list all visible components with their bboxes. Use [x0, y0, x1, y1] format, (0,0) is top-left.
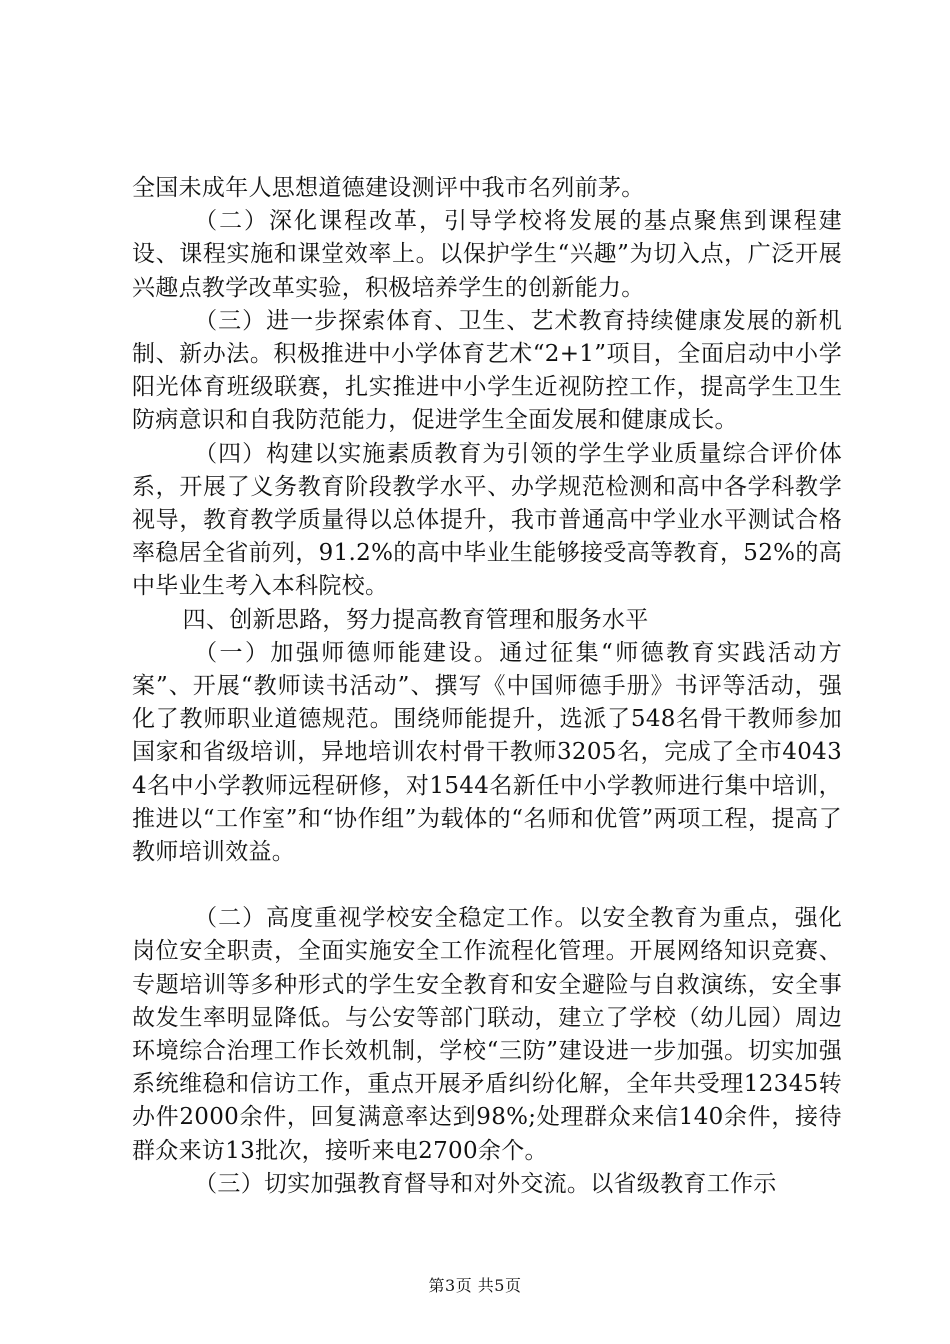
section-heading: 四、创新思路，努力提高教育管理和服务水平	[182, 606, 649, 633]
paragraph-continuation: 全国未成年人思想道德建设测评中我市名列前茅。	[132, 175, 645, 201]
page-number-footer: 第3页 共5页	[428, 1276, 522, 1295]
document-body	[132, 172, 842, 1201]
paragraph-quality-evaluation: （四）构建以实施素质教育为引领的学生学业质量综合评价体系，开展了义务教育阶段教学水平、办学规范检测和高中各学科教学视导，教育教学质量得以总体提升，我市普通高中学业水平测试合格率稳居全省前列，91.2%的高中毕业生能够接受高等教育，52%的高中毕业生考入本科院校。	[132, 440, 842, 600]
paragraph-teacher-ethics: （一）加强师德师能建设。通过征集“师德教育实践活动方案”、开展“教师读书活动”、撰写《中国师德手册》书评等活动，强化了教师职业道德规范。围绕师能提升，选派了548名骨干教师参加国家和省级培训，异地培训农村骨干教师3205名，完成了全市40434名中小学教师远程研修，对1544名新任中小学教师进行集中培训，推进以“工作室”和“协作组”为载体的“名师和优管”两项工程，提高了教师培训效益。	[132, 639, 842, 866]
paragraph-supervision-exchange: （三）切实加强教育督导和对外交流。以省级教育工作示	[194, 1170, 777, 1197]
paragraph-curriculum-reform: （二）深化课程改革，引导学校将发展的基点聚焦到课程建设、课程实施和课堂效率上。以保护学生“兴趣”为切入点，广泛开展兴趣点教学改革实验，积极培养学生的创新能力。	[132, 208, 842, 301]
paragraph-sports-health-arts: （三）进一步探索体育、卫生、艺术教育持续健康发展的新机制、新办法。积极推进中小学体育艺术“2+1”项目，全面启动中小学阳光体育班级联赛，扎实推进中小学生近视防控工作，提高学生卫生防病意识和自我防范能力，促进学生全面发展和健康成长。	[132, 307, 842, 434]
paragraph-school-safety: （二）高度重视学校安全稳定工作。以安全教育为重点，强化岗位安全职责，全面实施安全工作流程化管理。开展网络知识竞赛、专题培训等多种形式的学生安全教育和安全避险与自救演练，安全事故发生率明显降低。与公安等部门联动，建立了学校（幼儿园）周边环境综合治理工作长效机制，学校“三防”建设进一步加强。切实加强系统维稳和信访工作，重点开展矛盾纠纷化解，全年共受理12345转办件2000余件，回复满意率达到98%;处理群众来信140余件，接待群众来访13批次，接听来电2700余个。	[132, 905, 842, 1164]
